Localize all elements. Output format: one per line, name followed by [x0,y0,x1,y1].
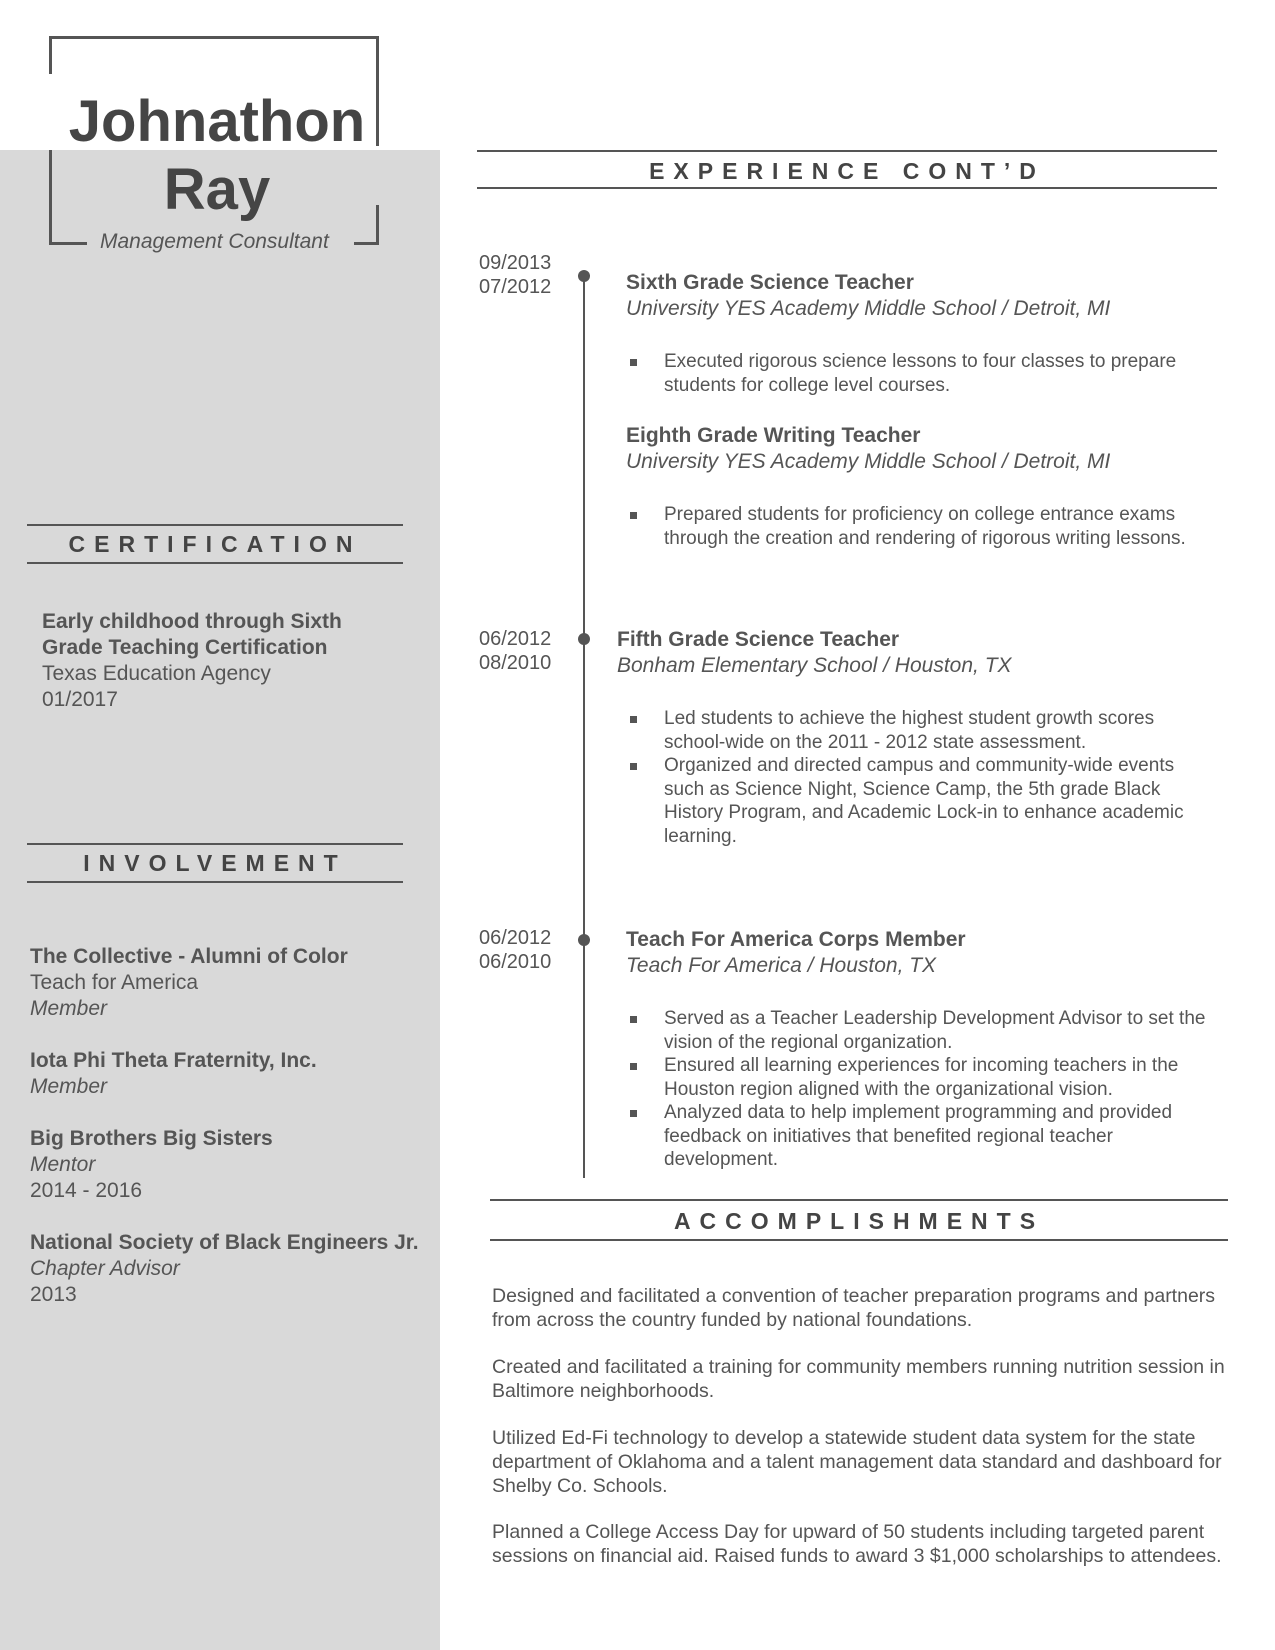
accomplishments-header [490,1199,1228,1241]
job-title: Teach For America Corps Member [626,928,966,951]
involvement-item [30,944,348,1022]
job-bullets [626,503,1216,550]
involvement-org: National Society of Black Engineers Jr. [30,1231,419,1254]
involvement-role: Mentor [30,1153,96,1176]
certification-name-2: Grade Teaching Certification [42,636,328,659]
job-title: Sixth Grade Science Teacher [626,271,914,294]
accomplishment-item: Utilized Ed-Fi technology to develop a statewide student data system for the state department of Oklahoma and a talent management data standard and dashboard for Shelby Co. Schools. [492,1427,1222,1497]
job-date-start: 07/2012 [479,276,552,298]
job-bullets [626,350,1206,397]
job-bullet: Led students to achieve the highest student growth scores school-wide on the 2011 - 2012 state assessment. [626,707,1216,754]
involvement-role: Member [30,997,108,1020]
accomplishment-item: Created and facilitated a training for community members running nutrition session in Baltimore neighborhoods. [492,1356,1225,1402]
involvement-role: Chapter Advisor [30,1257,180,1280]
job-date-start: 08/2010 [479,652,552,674]
job-org: University YES Academy Middle School / Detroit, MI [626,297,1111,320]
job-date-start: 06/2010 [479,951,552,973]
involvement-org: Big Brothers Big Sisters [30,1127,273,1150]
involvement-header [27,843,403,883]
involvement-dates: 2014 - 2016 [30,1179,143,1202]
job-bullet: Ensured all learning experiences for incoming teachers in the Houston region aligned with the organizational vision. [626,1054,1216,1101]
sidebar [0,150,440,1650]
job-date-end: 06/2012 [479,927,552,949]
job-bullet: Organized and directed campus and community-wide events such as Science Night, Science Camp, the 5th grade Black History Program, and Academic Lock-in to enhance academic learning. [626,754,1216,848]
experience-heading: EXPERIENCE CONT’D [649,158,1045,184]
job-date-end: 09/2013 [479,252,552,274]
accomplishment-item: Planned a College Access Day for upward of 50 students including targeted parent sessions on financial aid. Raised funds to award 3 $1,000 scholarships to attendees. [492,1521,1222,1567]
involvement-item [30,1230,419,1308]
job-bullets [626,1007,1216,1172]
job-title: Eighth Grade Writing Teacher [626,424,921,447]
last-name: Ray [163,157,271,222]
job-date-end: 06/2012 [479,628,552,650]
job-org: Bonham Elementary School / Houston, TX [617,654,1012,677]
certification-block [42,609,342,713]
timeline-dot [578,633,590,645]
timeline-line [583,275,585,1178]
job-org: Teach For America / Houston, TX [626,954,937,977]
involvement-role: Member [30,1075,108,1098]
involvement-detail: Teach for America [30,971,199,994]
involvement-heading: INVOLVEMENT [83,850,347,876]
job-bullet: Executed rigorous science lessons to four classes to prepare students for college level courses. [626,350,1206,397]
certification-issuer: Texas Education Agency [42,662,271,685]
job-bullet: Served as a Teacher Leadership Development Advisor to set the vision of the regional organization. [626,1007,1216,1054]
certification-header [27,524,403,564]
job-bullets [626,707,1216,848]
timeline-dot [578,270,590,282]
involvement-item [30,1126,273,1204]
job-title: Fifth Grade Science Teacher [617,628,900,651]
job-org: University YES Academy Middle School / Detroit, MI [626,450,1111,473]
timeline-dot [578,934,590,946]
accomplishment-item: Designed and facilitated a convention of teacher preparation programs and partners from across the country funded by national foundations. [492,1285,1216,1331]
accomplishments-heading: ACCOMPLISHMENTS [673,1208,1045,1234]
certification-date: 01/2017 [42,688,118,711]
certification-name-1: Early childhood through Sixth [42,610,342,633]
involvement-item [30,1048,317,1100]
job-bullet: Analyzed data to help implement programming and provided feedback on initiatives that benefited regional teacher development. [626,1101,1216,1172]
job-title-subtitle: Management Consultant [100,230,329,253]
experience-header [477,150,1217,190]
involvement-dates: 2013 [30,1283,77,1306]
job-bullet: Prepared students for proficiency on college entrance exams through the creation and rendering of rigorous writing lessons. [626,503,1216,550]
involvement-org: Iota Phi Theta Fraternity, Inc. [30,1049,317,1072]
involvement-org: The Collective - Alumni of Color [30,945,348,968]
certification-heading: CERTIFICATION [68,531,362,557]
first-name: Johnathon [68,89,366,154]
